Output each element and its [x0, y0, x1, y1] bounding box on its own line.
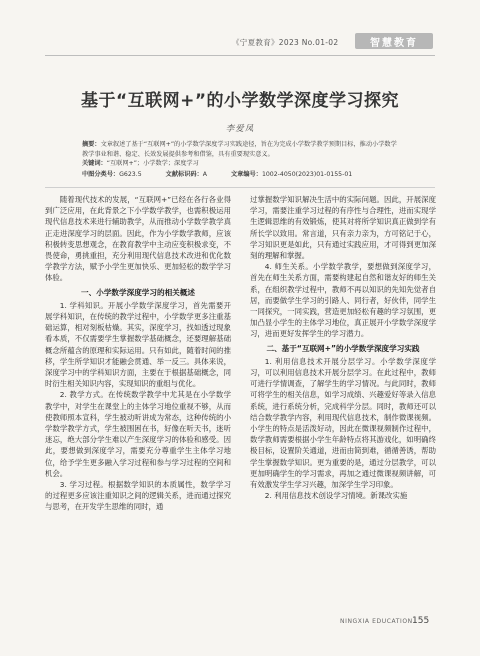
- classification-row: [82, 170, 402, 180]
- body-paragraph: 1. 学科知识。开展小学数学深度学习，首先需要开展学科知识，在传统的教学过程中，小学数学更多注重基础运算，相对刻板枯燥。其实，深度学习，找如透过现象看本质，不仅需要学生掌握数学基础概念，还要理解基础概念所蕴含的原理和实际运用。只有如此，随着时间的推移，学生所学知识才能融会贯通、举一反三。具体来说，深度学习中的学科知识方面，主要在于根据基础概念，同时衍生相关知识内容，实现知识的重组与优化。: [45, 300, 231, 389]
- article-id-field: [231, 170, 352, 180]
- author-name: 李爱凤: [225, 124, 255, 134]
- keywords-line: [82, 159, 402, 169]
- body-paragraph: 4. 师生关系。小学数学教学，要想做到深度学习，首先在师生关系方面，需要构建起自然和谐友好的师生关系，在组织教学过程中，教师不再以知识的先知先觉者自居，而要做学生学习的引路人、同行者，好伙伴，同学生一同探究，一同实践，营造更加轻松有趣的学习氛围，更加凸显小学生的主体学习地位，真正展开小学数学深度学习，进而更好发挥学生的学习潜力。: [250, 262, 436, 339]
- abstract-body: 文章叙述了基于“互联网+”的小学数学深度学习实践途径，旨在为完成小学数学教学预期目标，推动小学数学教学事业和谐、稳定、长效发展提供参考和借鉴，具有重要现实意义。: [82, 141, 397, 158]
- abstract-divider: [45, 187, 435, 188]
- abstract-label: 摘要：: [82, 141, 101, 148]
- footer-journal-name: NINGXIA EDUCATION: [340, 618, 413, 625]
- page-footer: [0, 616, 480, 630]
- body-paragraph: 1. 利用信息技术开展分层学习。小学数学深度学习，可以利用信息技术开展分层学习。在此过程中，教师可进行学情调查，了解学生的学习情况。与此同时，教师可将学生的相关信息，如学习成绩、兴趣爱好等录入信息系统，进行系统分析，完成科学分层。同时，教师还可以结合数学教学内容，利用现代信息技术，制作微课视频。小学生的特点是活泼好动，因此在微课视频制作过程中，数学教师需要根据小学生年龄特点将其游戏化，如明确终极目标，设置阶关通道，进而由简到难，循循善诱，帮助学生掌握数学知识。更为重要的是，通过分层教学，可以更加明确学生的学习需求，再加之通过微课视频讲解，可有效激发学生学习兴趣，加深学生学习印象。: [250, 356, 436, 490]
- left-column: [45, 194, 231, 513]
- clc-value: G623.5: [119, 170, 142, 178]
- section-heading: 二、基于“互联网+”的小学数学深度学习实践: [266, 343, 420, 353]
- header-divider: [45, 55, 435, 56]
- abstract-block: [82, 140, 402, 179]
- doc-code-field: [166, 170, 207, 180]
- article-title: 基于“互联网+”的小学数学深度学习探究: [80, 91, 400, 111]
- body-paragraph: 3. 学习过程。根据数学知识的本质属性，数学学习的过程更多应该注重知识之间的逻辑关系，进而通过探究与思考，在开发学生思维的同时，通: [45, 480, 231, 512]
- doc-code-label: 文献标识码：: [165, 170, 203, 178]
- abstract-text: [82, 140, 402, 159]
- section-tag: 智慧教育: [355, 33, 433, 49]
- keywords-value: “互联网+”；小学数学；深度学习: [106, 160, 199, 168]
- journal-header: [0, 33, 480, 53]
- article-id-value: 1002-4050(2023)01-0155-01: [261, 170, 353, 178]
- body-paragraph: 过掌握数学知识解决生活中的实际问题。因此，开展深度学习，需要注重学习过程的有序性与合理性，进而实现学生逻辑思维的有效锻炼，使其对将所学知识真正做到学有所长学以致用。常言道，只有亲力亲为，方可铭记于心，学习知识更是如此，只有通过实践应用，才可得到更加深刻的理解和掌握。: [250, 195, 436, 261]
- clc-field: [82, 170, 142, 180]
- body-paragraph: 2. 利用信息技术创设学习情境。新课改实施: [264, 491, 408, 501]
- clc-label: 中图分类号：: [82, 170, 120, 178]
- page-number: 155: [412, 616, 430, 626]
- article-id-label: 文章编号：: [231, 170, 262, 178]
- body-paragraph: 随着现代技术的发展，“互联网+”已经在各行各业得到广泛应用，在此背景之下小学数学教学，也需积极运用现代信息技术来进行辅助教学，从而推动小学数学教学真正走进深度学习的层面。因此，作为小学数学教师，应该积极转变思想观念，在教育教学中主动应变积极求变，不畏使命，勇挑重担，充分利用现代信息技术改进和优化数学教学方法，赋予小学生更加快乐、更加轻松的数学学习体验。: [45, 195, 231, 283]
- section-heading: 一、小学数学深度学习的相关概述: [81, 287, 195, 297]
- body-paragraph: 2. 教学方式。在传统数学教学中尤其是在小学数学教学中，对学生在课堂上的主体学习地位重视不够，从而使教师照本宣科，学生被动听讲成为常态，这种传统的小学数学教学方式，学生被围困在书，好像在听天书，迷听迷忘，绝大部分学生难以产生深度学习的体验和感受。因此，要想做到深度学习，需要充分尊重学生主体学习地位，给予学生更多融入学习过程和参与学习过程的空间和机会。: [45, 390, 231, 478]
- keywords-label: 关键词：: [82, 160, 107, 168]
- journal-issue-label: 《宁夏教育》2023 No.01-02: [232, 38, 339, 47]
- doc-code-value: A: [202, 170, 207, 178]
- right-column: [250, 194, 436, 501]
